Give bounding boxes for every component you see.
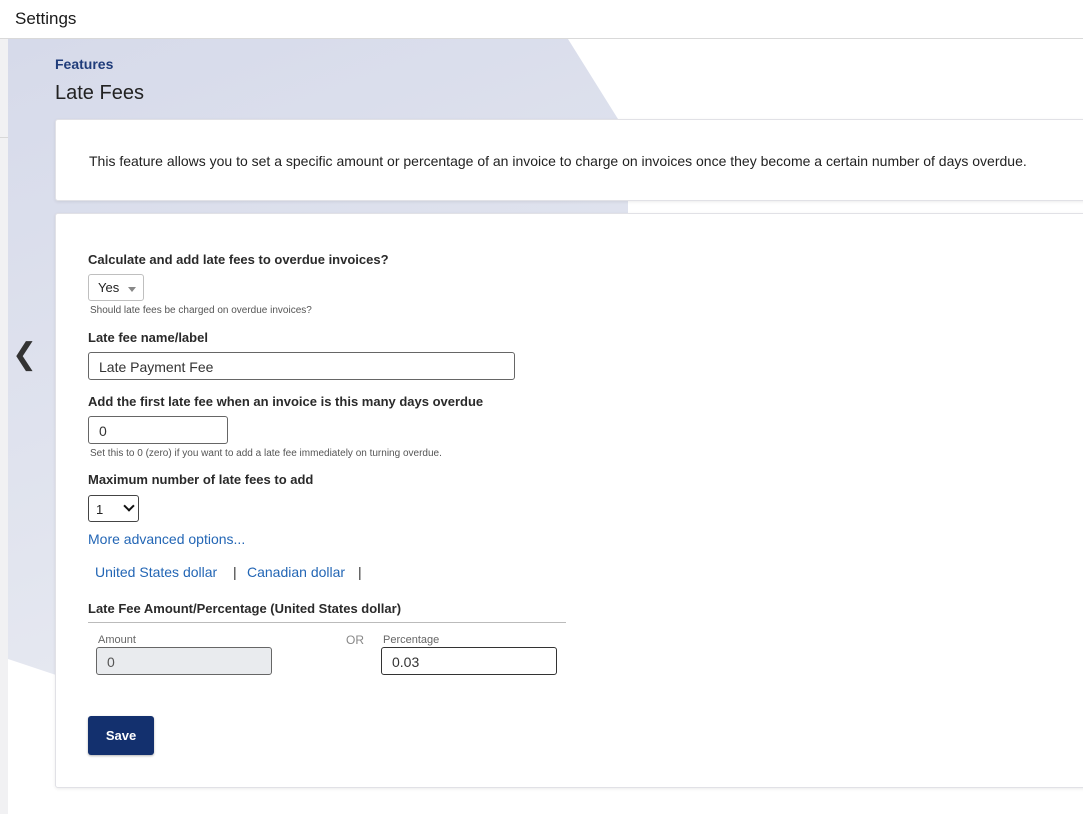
or-label: OR [346, 633, 364, 647]
max-fees-label: Maximum number of late fees to add [88, 472, 314, 487]
save-button[interactable]: Save [88, 716, 154, 755]
currency-tab-cad[interactable]: Canadian dollar [247, 564, 346, 580]
description-card [55, 119, 1083, 201]
section-divider [88, 622, 566, 623]
calc-late-fees-label: Calculate and add late fees to overdue invoices? [88, 252, 389, 267]
percentage-label: Percentage [383, 634, 440, 646]
late-fee-name-input[interactable]: Late Payment Fee [88, 352, 515, 380]
amount-label: Amount [98, 634, 136, 646]
calc-late-fees-value: Yes [98, 280, 120, 295]
breadcrumb-features[interactable]: Features [55, 56, 114, 72]
calc-late-fees-select[interactable] [88, 274, 144, 301]
amount-section-label: Late Fee Amount/Percentage (United States dollar) [88, 601, 402, 616]
first-fee-days-input[interactable]: 0 [88, 416, 228, 444]
caret-down-icon [128, 287, 136, 292]
late-fee-form-card [55, 213, 1083, 788]
page-title: Late Fees [55, 82, 144, 104]
first-fee-days-label: Add the first late fee when an invoice is this many days overdue [88, 394, 484, 409]
top-bar [0, 0, 1083, 39]
feature-description: This feature allows you to set a specific amount or percentage of an invoice to charge on invoices once they become a certain number of days overdue. [89, 153, 1027, 169]
chevron-down-icon [123, 500, 134, 511]
currency-tab-usd[interactable]: United States dollar [95, 564, 218, 580]
currency-separator: | [358, 564, 362, 580]
percentage-input[interactable]: 0.03 [381, 647, 557, 675]
chevron-left-icon[interactable]: ❮ [12, 338, 38, 371]
app-title: Settings [15, 9, 77, 28]
amount-input[interactable]: 0 [96, 647, 272, 675]
side-divider [0, 137, 8, 138]
max-fees-select[interactable] [88, 495, 139, 522]
calc-late-fees-help: Should late fees be charged on overdue invoices? [90, 305, 312, 316]
side-strip [0, 39, 8, 814]
max-fees-value: 1 [96, 502, 104, 517]
first-fee-days-help: Set this to 0 (zero) if you want to add a late fee immediately on turning overdue. [90, 448, 442, 459]
late-fee-name-label: Late fee name/label [88, 330, 208, 345]
currency-separator: | [233, 564, 237, 580]
advanced-options-link[interactable]: More advanced options... [88, 531, 246, 547]
